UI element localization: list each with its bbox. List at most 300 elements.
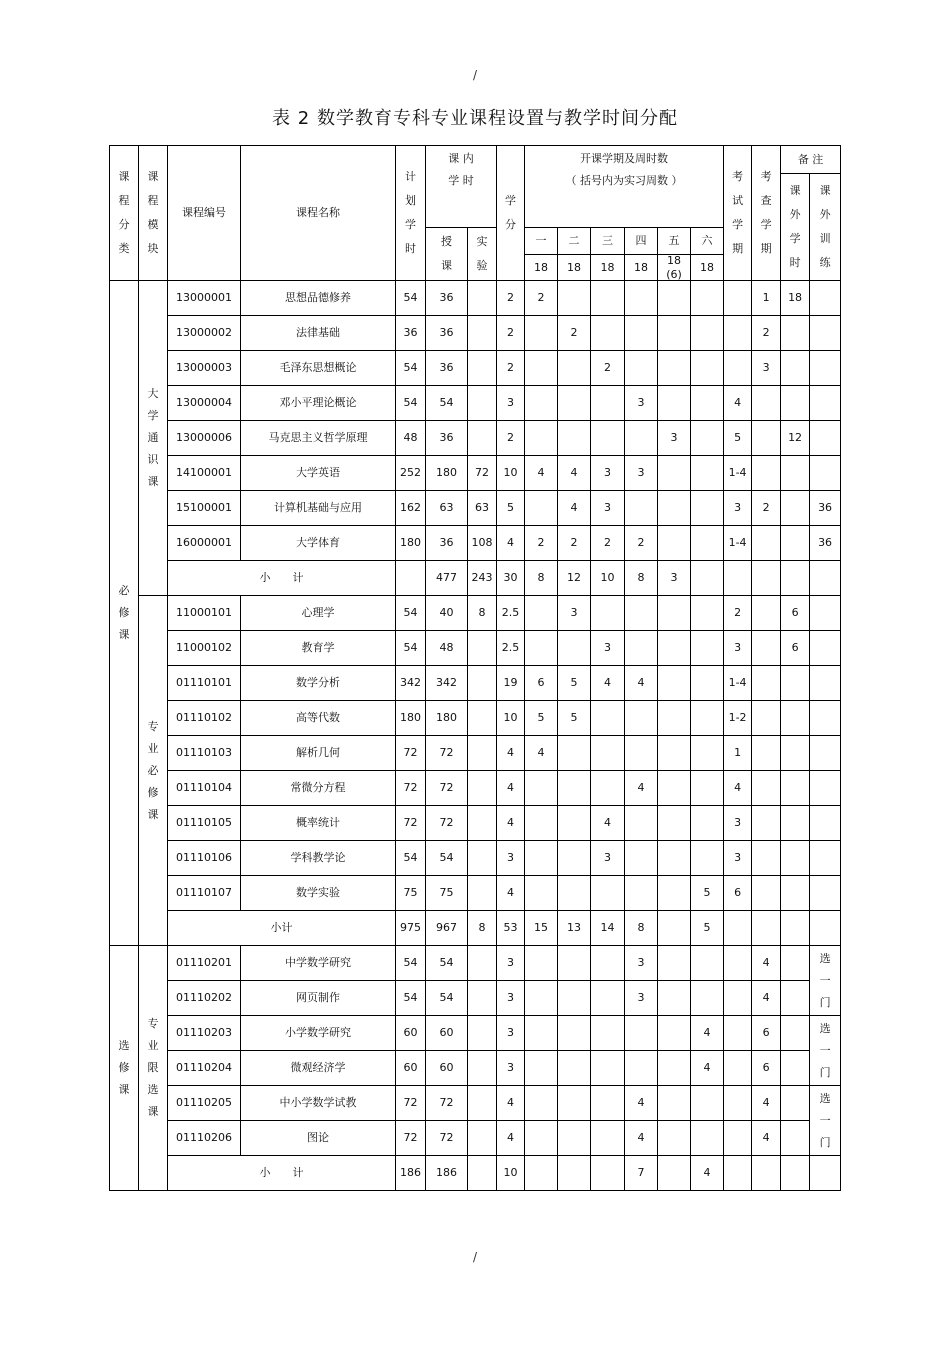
- check-term: [752, 701, 781, 736]
- exam-term: [724, 1016, 752, 1051]
- planned-hours: 60: [396, 1051, 426, 1086]
- semester-hours: [691, 526, 724, 561]
- course-name: 数学分析: [241, 666, 396, 701]
- semester-hours: [658, 281, 691, 316]
- check-term: 4: [752, 981, 781, 1016]
- semester-hours: [525, 421, 558, 456]
- semester-hours: [658, 316, 691, 351]
- lecture-hours: 72: [426, 1086, 468, 1121]
- header-semester-group: 开课学期及周时数 （ 括号内为实习周数 ）: [525, 146, 724, 228]
- exam-term: 5: [724, 421, 752, 456]
- experiment-hours: [468, 1016, 497, 1051]
- subtotal-label: 小计: [168, 911, 396, 946]
- header-category: 课程分类: [110, 146, 139, 281]
- subtotal-semester: 7: [625, 1156, 658, 1191]
- semester-hours: 5: [691, 876, 724, 911]
- extra-training: [810, 736, 841, 771]
- extra-hours: [781, 806, 810, 841]
- subtotal-planned: 975: [396, 911, 426, 946]
- extra-hours: 6: [781, 631, 810, 666]
- planned-hours: 72: [396, 771, 426, 806]
- semester-hours: [591, 1121, 625, 1156]
- credits: 4: [497, 771, 525, 806]
- lecture-hours: 180: [426, 701, 468, 736]
- planned-hours: 75: [396, 876, 426, 911]
- semester-label: 六: [691, 228, 723, 255]
- semester-hours: [525, 876, 558, 911]
- subtotal-semester: 8: [525, 561, 558, 596]
- course-name: 图论: [241, 1121, 396, 1156]
- course-code: 01110202: [168, 981, 241, 1016]
- subtotal-semester: 14: [591, 911, 625, 946]
- subtotal-semester: 10: [591, 561, 625, 596]
- check-term: 2: [752, 491, 781, 526]
- course-code: 01110103: [168, 736, 241, 771]
- course-code: 01110206: [168, 1121, 241, 1156]
- subtotal-lecture: 967: [426, 911, 468, 946]
- semester-hours: [691, 421, 724, 456]
- semester-hours: [525, 946, 558, 981]
- table-row: [110, 946, 841, 981]
- semester-hours: [625, 1051, 658, 1086]
- credits: 2: [497, 421, 525, 456]
- course-code: 14100001: [168, 456, 241, 491]
- table-row: [110, 1051, 841, 1086]
- semester-hours: [591, 701, 625, 736]
- course-name: 微观经济学: [241, 1051, 396, 1086]
- planned-hours: 252: [396, 456, 426, 491]
- course-code: 01110205: [168, 1086, 241, 1121]
- exam-term: [724, 316, 752, 351]
- extra-training: [810, 631, 841, 666]
- experiment-hours: 72: [468, 456, 497, 491]
- credits: 3: [497, 981, 525, 1016]
- category-elective-text: 选修课: [118, 1039, 130, 1096]
- semester-hours: [691, 281, 724, 316]
- semester-weeks: 18: [700, 260, 715, 274]
- semester-hours: [658, 526, 691, 561]
- table-row: [110, 806, 841, 841]
- lecture-hours: 72: [426, 736, 468, 771]
- table-row: [110, 386, 841, 421]
- header-in-class-hours: 课 内 学 时: [426, 146, 497, 228]
- semester-hours: [691, 596, 724, 631]
- semester-hours: [525, 596, 558, 631]
- subtotal-extra-hours: [781, 561, 810, 596]
- header-semester-1: [525, 228, 558, 281]
- header-semester-3: [591, 228, 625, 281]
- semester-weeks: 18 (6): [666, 253, 682, 281]
- semester-hours: [625, 736, 658, 771]
- check-term: [752, 596, 781, 631]
- subtotal-semester: 15: [525, 911, 558, 946]
- planned-hours: 54: [396, 281, 426, 316]
- table-row: [110, 351, 841, 386]
- lecture-hours: 36: [426, 281, 468, 316]
- semester-hours: [525, 806, 558, 841]
- lecture-hours: 72: [426, 771, 468, 806]
- lecture-hours: 36: [426, 351, 468, 386]
- exam-term: 1-4: [724, 456, 752, 491]
- subtotal-label: 小 计: [168, 561, 396, 596]
- table-row: [110, 876, 841, 911]
- table-row: [110, 456, 841, 491]
- elective-note-text: 选一门: [819, 1021, 831, 1079]
- lecture-hours: 54: [426, 946, 468, 981]
- semester-hours: [691, 981, 724, 1016]
- semester-hours: 3: [658, 421, 691, 456]
- check-term: [752, 526, 781, 561]
- extra-hours: [781, 526, 810, 561]
- extra-hours: [781, 351, 810, 386]
- semester-hours: [591, 421, 625, 456]
- semester-hours: 4: [525, 456, 558, 491]
- module-major-required-text: 专业必修课: [147, 719, 159, 821]
- header-name: 课程名称: [241, 146, 396, 281]
- subtotal-experiment: 243: [468, 561, 497, 596]
- extra-hours: 18: [781, 281, 810, 316]
- extra-training: 36: [810, 491, 841, 526]
- semester-hours: [558, 1121, 591, 1156]
- semester-hours: [658, 596, 691, 631]
- semester-hours: 4: [558, 456, 591, 491]
- semester-hours: 4: [625, 666, 658, 701]
- semester-hours: [591, 736, 625, 771]
- semester-hours: [625, 491, 658, 526]
- semester-hours: [558, 946, 591, 981]
- planned-hours: 54: [396, 981, 426, 1016]
- subtotal-extra-training: [810, 911, 841, 946]
- semester-hours: 2: [591, 351, 625, 386]
- credits: 2: [497, 316, 525, 351]
- semester-hours: [625, 316, 658, 351]
- check-term: [752, 771, 781, 806]
- semester-hours: [658, 701, 691, 736]
- course-name: 教育学: [241, 631, 396, 666]
- subtotal-extra-hours: [781, 911, 810, 946]
- semester-hours: 4: [591, 666, 625, 701]
- semester-hours: [591, 1086, 625, 1121]
- extra-hours: [781, 1086, 810, 1121]
- planned-hours: 54: [396, 946, 426, 981]
- extra-training: [810, 421, 841, 456]
- semester-hours: [691, 456, 724, 491]
- semester-hours: [525, 841, 558, 876]
- subtotal-row: [110, 561, 841, 596]
- semester-hours: [691, 841, 724, 876]
- extra-hours: [781, 1121, 810, 1156]
- extra-training: [810, 701, 841, 736]
- experiment-hours: 108: [468, 526, 497, 561]
- credits: 5: [497, 491, 525, 526]
- course-code: 13000002: [168, 316, 241, 351]
- credits: 3: [497, 946, 525, 981]
- semester-hours: [625, 596, 658, 631]
- semester-label: 五: [658, 228, 690, 255]
- subtotal-semester: [691, 561, 724, 596]
- subtotal-semester: [591, 1156, 625, 1191]
- lecture-hours: 48: [426, 631, 468, 666]
- extra-hours: [781, 1051, 810, 1086]
- semester-hours: 2: [525, 526, 558, 561]
- course-code: 13000003: [168, 351, 241, 386]
- planned-hours: 72: [396, 1086, 426, 1121]
- semester-hours: 3: [591, 456, 625, 491]
- credits: 4: [497, 736, 525, 771]
- lecture-hours: 54: [426, 841, 468, 876]
- extra-hours: [781, 1016, 810, 1051]
- semester-hours: 3: [625, 456, 658, 491]
- experiment-hours: [468, 841, 497, 876]
- course-name: 马克思主义哲学原理: [241, 421, 396, 456]
- course-code: 11000102: [168, 631, 241, 666]
- category-required: [110, 281, 139, 946]
- experiment-hours: [468, 316, 497, 351]
- semester-hours: [558, 351, 591, 386]
- experiment-hours: [468, 281, 497, 316]
- subtotal-semester: 13: [558, 911, 591, 946]
- extra-training: 36: [810, 526, 841, 561]
- planned-hours: 54: [396, 841, 426, 876]
- lecture-hours: 36: [426, 421, 468, 456]
- semester-hours: 3: [625, 981, 658, 1016]
- experiment-hours: [468, 876, 497, 911]
- subtotal-check: [752, 561, 781, 596]
- semester-hours: 5: [558, 666, 591, 701]
- semester-hours: [691, 491, 724, 526]
- semester-hours: 2: [625, 526, 658, 561]
- table-row: [110, 596, 841, 631]
- header-semester-6: [691, 228, 724, 281]
- extra-hours: [781, 666, 810, 701]
- semester-hours: [691, 806, 724, 841]
- course-name: 高等代数: [241, 701, 396, 736]
- semester-hours: [525, 1121, 558, 1156]
- experiment-hours: [468, 351, 497, 386]
- planned-hours: 54: [396, 596, 426, 631]
- subtotal-exam: [724, 561, 752, 596]
- semester-hours: [558, 736, 591, 771]
- subtotal-semester: [558, 1156, 591, 1191]
- subtotal-semester: 8: [625, 911, 658, 946]
- semester-hours: [658, 631, 691, 666]
- header-semester-2: [558, 228, 591, 281]
- exam-term: [724, 1051, 752, 1086]
- semester-hours: 3: [591, 631, 625, 666]
- extra-training: [810, 316, 841, 351]
- course-name: 数学实验: [241, 876, 396, 911]
- lecture-hours: 36: [426, 526, 468, 561]
- semester-hours: [591, 281, 625, 316]
- experiment-hours: [468, 1051, 497, 1086]
- semester-hours: [625, 421, 658, 456]
- extra-training: [810, 281, 841, 316]
- module-major-required: [139, 596, 168, 946]
- semester-hours: [525, 316, 558, 351]
- check-term: [752, 421, 781, 456]
- extra-training: [810, 771, 841, 806]
- semester-hours: 5: [525, 701, 558, 736]
- extra-training: [810, 806, 841, 841]
- exam-term: 3: [724, 631, 752, 666]
- experiment-hours: [468, 946, 497, 981]
- header-credits: 学分: [497, 146, 525, 281]
- credits: 4: [497, 1086, 525, 1121]
- semester-hours: [558, 281, 591, 316]
- semester-hours: [625, 351, 658, 386]
- subtotal-semester: 12: [558, 561, 591, 596]
- extra-hours: [781, 386, 810, 421]
- planned-hours: 180: [396, 701, 426, 736]
- experiment-hours: [468, 981, 497, 1016]
- course-code: 13000004: [168, 386, 241, 421]
- subtotal-check: [752, 1156, 781, 1191]
- exam-term: 1: [724, 736, 752, 771]
- course-code: 13000006: [168, 421, 241, 456]
- header-semester-5: [658, 228, 691, 281]
- credits: 4: [497, 526, 525, 561]
- semester-hours: [658, 876, 691, 911]
- semester-hours: [525, 351, 558, 386]
- course-name: 中学数学研究: [241, 946, 396, 981]
- table-row: [110, 981, 841, 1016]
- extra-training: [810, 666, 841, 701]
- semester-hours: [625, 1016, 658, 1051]
- semester-hours: [658, 1086, 691, 1121]
- extra-hours: [781, 841, 810, 876]
- check-term: 6: [752, 1016, 781, 1051]
- credits: 3: [497, 386, 525, 421]
- header-lecture: 授课: [426, 228, 468, 281]
- table-row: [110, 1086, 841, 1121]
- extra-training: [810, 596, 841, 631]
- semester-hours: [691, 736, 724, 771]
- credits: 2.5: [497, 631, 525, 666]
- exam-term: [724, 946, 752, 981]
- subtotal-exam: [724, 1156, 752, 1191]
- semester-hours: [658, 1016, 691, 1051]
- subtotal-semester: 3: [658, 561, 691, 596]
- course-name: 毛泽东思想概论: [241, 351, 396, 386]
- semester-hours: [558, 806, 591, 841]
- semester-hours: 3: [625, 386, 658, 421]
- exam-term: 2: [724, 596, 752, 631]
- subtotal-planned: 186: [396, 1156, 426, 1191]
- lecture-hours: 60: [426, 1016, 468, 1051]
- module-major-elective-text: 专业限选课: [147, 1017, 159, 1118]
- credits: 4: [497, 876, 525, 911]
- subtotal-row: [110, 1156, 841, 1191]
- exam-term: 4: [724, 386, 752, 421]
- semester-hours: [591, 946, 625, 981]
- subtotal-planned: [396, 561, 426, 596]
- experiment-hours: [468, 771, 497, 806]
- experiment-hours: [468, 701, 497, 736]
- semester-hours: [558, 876, 591, 911]
- semester-hours: [525, 1016, 558, 1051]
- semester-hours: [525, 491, 558, 526]
- page-mark-bottom: /: [472, 1250, 478, 1264]
- subtotal-exam: [724, 911, 752, 946]
- planned-hours: 342: [396, 666, 426, 701]
- experiment-hours: [468, 806, 497, 841]
- semester-hours: 4: [691, 1016, 724, 1051]
- table-row: [110, 841, 841, 876]
- credits: 2.5: [497, 596, 525, 631]
- planned-hours: 54: [396, 631, 426, 666]
- category-required-text: 必修课: [118, 584, 130, 641]
- semester-hours: [658, 386, 691, 421]
- extra-hours: [781, 771, 810, 806]
- semester-hours: [691, 771, 724, 806]
- semester-hours: 4: [625, 771, 658, 806]
- subtotal-row: [110, 911, 841, 946]
- table-row: [110, 666, 841, 701]
- extra-hours: [781, 316, 810, 351]
- check-term: [752, 876, 781, 911]
- semester-hours: [658, 771, 691, 806]
- semester-hours: [558, 841, 591, 876]
- semester-hours: 2: [558, 526, 591, 561]
- exam-term: [724, 281, 752, 316]
- header-semester-4: [625, 228, 658, 281]
- semester-hours: [525, 771, 558, 806]
- credits: 2: [497, 281, 525, 316]
- lecture-hours: 63: [426, 491, 468, 526]
- semester-hours: [525, 981, 558, 1016]
- semester-hours: [691, 1086, 724, 1121]
- credits: 10: [497, 701, 525, 736]
- semester-hours: [658, 491, 691, 526]
- semester-hours: 2: [525, 281, 558, 316]
- experiment-hours: [468, 666, 497, 701]
- credits: 3: [497, 1016, 525, 1051]
- subtotal-semester: [658, 911, 691, 946]
- category-elective: [110, 946, 139, 1191]
- semester-hours: [691, 701, 724, 736]
- extra-training: [810, 876, 841, 911]
- extra-hours: [781, 981, 810, 1016]
- semester-hours: [558, 421, 591, 456]
- planned-hours: 48: [396, 421, 426, 456]
- course-code: 15100001: [168, 491, 241, 526]
- exam-term: 1-4: [724, 526, 752, 561]
- planned-hours: 180: [396, 526, 426, 561]
- course-code: 13000001: [168, 281, 241, 316]
- course-code: 16000001: [168, 526, 241, 561]
- subtotal-credits: 53: [497, 911, 525, 946]
- experiment-hours: [468, 736, 497, 771]
- semester-weeks: 18: [534, 260, 548, 274]
- semester-hours: [558, 386, 591, 421]
- semester-hours: [525, 1051, 558, 1086]
- lecture-hours: 75: [426, 876, 468, 911]
- planned-hours: 54: [396, 351, 426, 386]
- module-major-elective: [139, 946, 168, 1191]
- lecture-hours: 180: [426, 456, 468, 491]
- exam-term: [724, 981, 752, 1016]
- exam-term: 6: [724, 876, 752, 911]
- semester-hours: [558, 981, 591, 1016]
- course-code: 01110101: [168, 666, 241, 701]
- check-term: [752, 386, 781, 421]
- semester-hours: [691, 666, 724, 701]
- semester-hours: [625, 701, 658, 736]
- subtotal-lecture: 186: [426, 1156, 468, 1191]
- semester-hours: [625, 631, 658, 666]
- table-row: [110, 421, 841, 456]
- table-row: [110, 1016, 841, 1051]
